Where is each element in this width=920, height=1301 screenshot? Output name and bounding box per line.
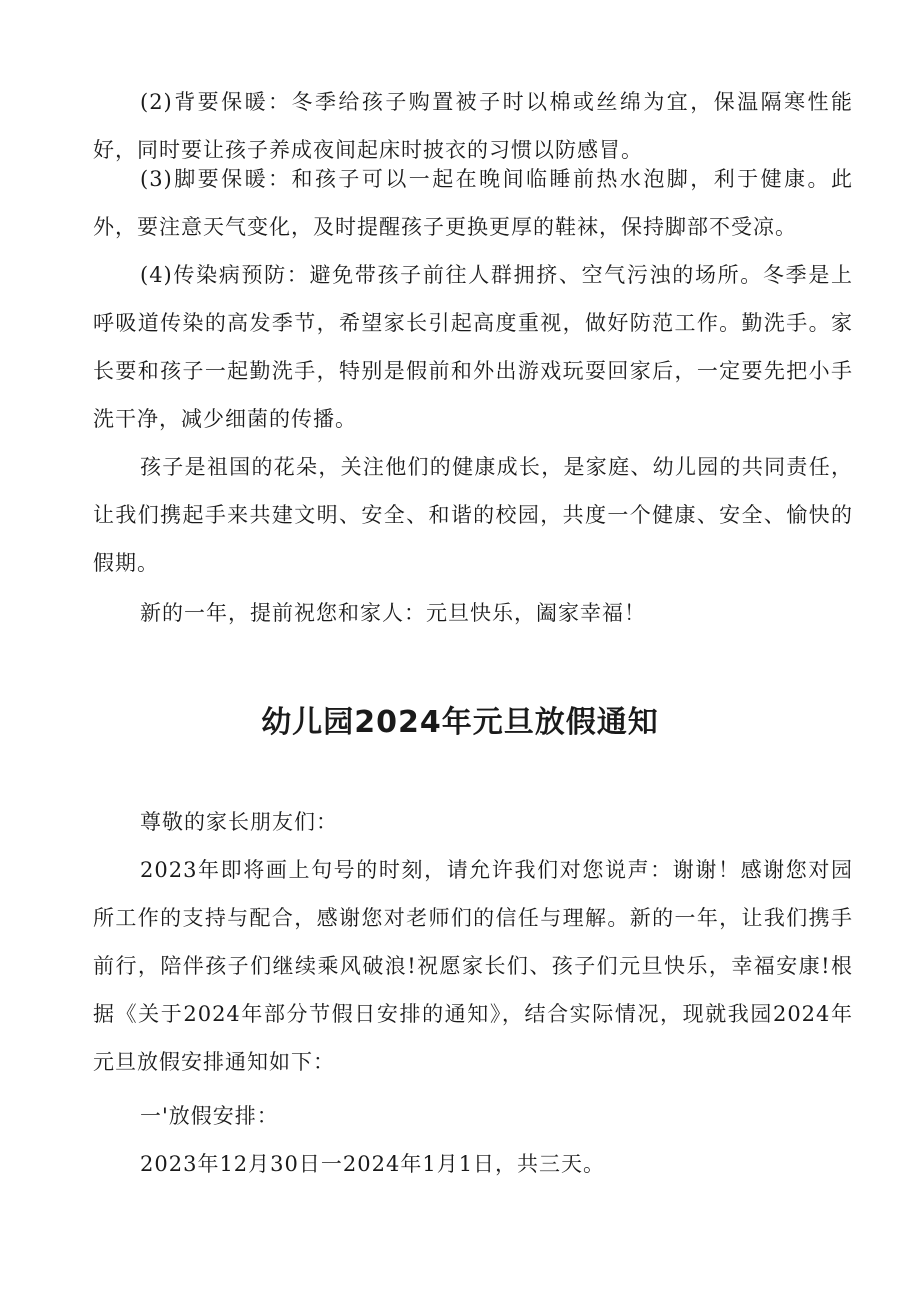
paragraph-new-year-wishes: 新的一年，提前祝您和家人：元旦快乐，阖家幸福！ <box>140 601 646 625</box>
section-heading-holiday-arrangement: 一'放假安排： <box>140 1104 279 1128</box>
paragraph-closing: 孩子是祖国的花朵，关注他们的健康成长，是家庭、幼儿园的共同责任，让我们携起手来共建文明、安全、和谐的校园，共度一个健康、安全、愉快的假期。 <box>93 455 853 575</box>
paragraph-disease-prevention: (4)传染病预防：避免带孩子前往人群拥挤、空气污浊的场所。冬季是上呼吸道传染的高发季节，希望家长引起高度重视，做好防范工作。勤洗手。家长要和孩子一起勤洗手，特别是假前和外出游戏玩耍回家后，一定要先把小手洗干净，减少细菌的传播。 <box>93 263 853 431</box>
paragraph-back-warmth: (2)背要保暖：冬季给孩子购置被子时以棉或丝绵为宜，保温隔寒性能好，同时要让孩子养成夜间起床时披衣的习惯以防感冒。 <box>93 90 853 162</box>
paragraph-feet-warmth: (3)脚要保暖：和孩子可以一起在晚间临睡前热水泡脚，利于健康。此外，要注意天气变化，及时提醒孩子更换更厚的鞋袜，保持脚部不受凉。 <box>93 167 853 239</box>
notice-body: 2023年即将画上句号的时刻，请允许我们对您说声：谢谢！感谢您对园所工作的支持与配合，感谢您对老师们的信任与理解。新的一年，让我们携手前行，陪伴孩子们继续乘风破浪!祝愿家长们、孩子们元旦快乐，幸福安康!根据《关于2024年部分节假日安排的通知》，结合实际情况，现就我园2024年元旦放假安排通知如下： <box>93 858 853 1074</box>
notice-greeting: 尊敬的家长朋友们： <box>140 810 338 834</box>
notice-title: 幼儿园2024年元旦放假通知 <box>261 705 659 740</box>
holiday-dates: 2023年12月30日一2024年1月1日，共三天。 <box>140 1152 606 1176</box>
